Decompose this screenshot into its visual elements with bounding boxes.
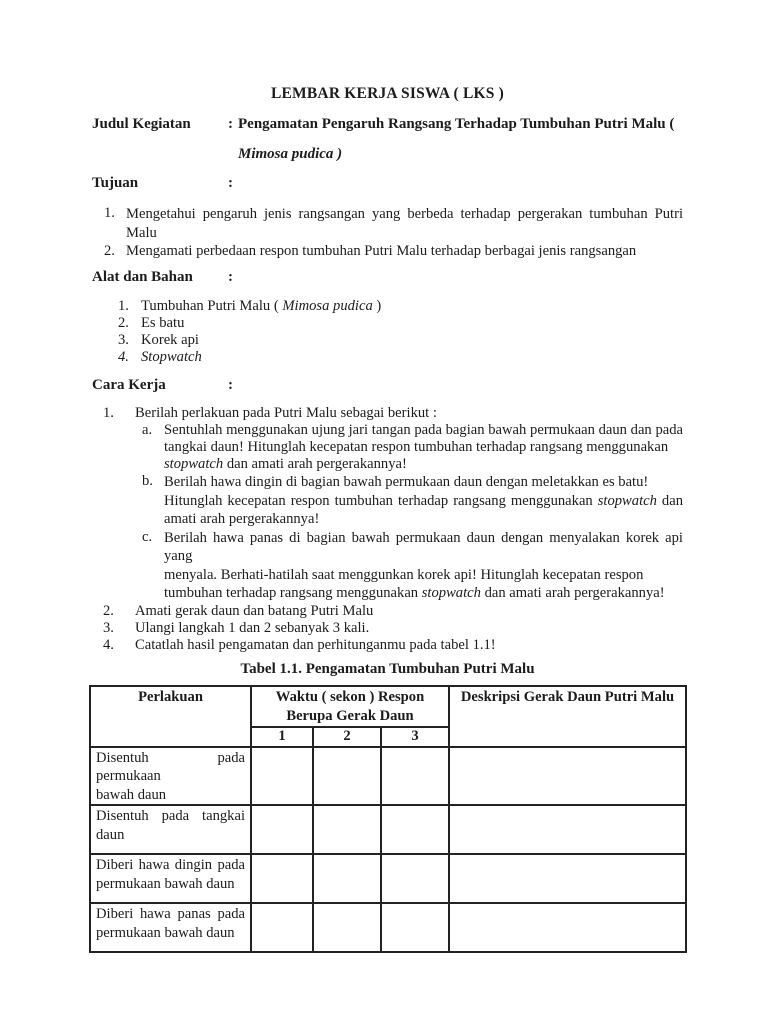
judul-kegiatan-label: Judul Kegiatan [92, 116, 191, 132]
header-trial-3: 3 [381, 727, 449, 747]
list-item-text [164, 529, 683, 603]
list-item [92, 637, 683, 654]
table-row [90, 805, 686, 854]
list-marker: b. [142, 473, 153, 489]
text: menyala. Berhati-hatilah saat menggunkan korek api! Hitunglah kecepatan respon [164, 566, 644, 583]
text-line: permukaan bawah daun [96, 924, 235, 941]
sub-list-item [92, 473, 683, 529]
table-header-row-1 [90, 686, 686, 727]
list-item-text [164, 422, 683, 473]
text: amati arah pergerakannya! [164, 511, 320, 527]
table-cell-value-empty [313, 903, 381, 952]
table-cell-value-empty [251, 903, 313, 952]
header-waktu [251, 686, 449, 727]
list-item-text [141, 332, 683, 349]
text: tumbuhan terhadap rangsang menggunakan [164, 585, 422, 601]
italic-text: stopwatch [597, 492, 657, 509]
text: Catatlah hasil pengamatan dan perhitunganmu pada tabel 1.1! [135, 636, 496, 653]
table-cell-value-empty [381, 903, 449, 952]
cara-kerja-colon: : [228, 377, 233, 393]
list-marker: 2. [104, 243, 115, 259]
text: Berilah hawa panas di bagian bawah permukaan daun dengan menyalakan korek api yang [164, 529, 683, 564]
list-item-text [164, 473, 683, 529]
cara-heading-row [92, 377, 683, 393]
list-item-text [135, 603, 683, 620]
list-marker: 4. [118, 349, 129, 365]
tujuan-label: Tujuan [92, 175, 139, 191]
text-line: Disentuh pada tangkai [96, 808, 245, 824]
text-line: daun [96, 826, 125, 843]
list-item [92, 405, 683, 422]
text-line [135, 405, 683, 422]
table-cell-perlakuan [90, 903, 251, 952]
table-cell-perlakuan [90, 854, 251, 903]
header-trial-2: 2 [313, 727, 381, 747]
table-row [90, 854, 686, 903]
list-marker: 3. [118, 332, 129, 348]
sub-list-item [92, 529, 683, 603]
cara-kerja-list [92, 405, 683, 654]
table-cell-perlakuan [90, 805, 251, 854]
text: Tumbuhan Putri Malu ( [141, 298, 283, 314]
header-deskripsi: Deskripsi Gerak Daun Putri Malu [449, 686, 686, 747]
judul-kegiatan-value-line2: Mimosa pudica ) [238, 146, 343, 162]
text: Malu [126, 225, 157, 241]
table-cell-deskripsi-empty [449, 805, 686, 854]
list-item-text [135, 620, 683, 637]
table-cell-value-empty [381, 747, 449, 806]
header-waktu-line1: Waktu ( sekon ) Respon [275, 688, 425, 705]
judul-kegiatan-value: Pengamatan Pengaruh Rangsang Terhadap Tumbuhan Putri Malu ( [238, 116, 675, 132]
list-item-text [126, 243, 683, 260]
table-cell-value-empty [381, 805, 449, 854]
list-item-text [135, 637, 683, 654]
table-cell-value-empty [251, 805, 313, 854]
text: Mengetahui pengaruh jenis rangsangan yang berbeda terhadap pergerakan tumbuhan Putri [126, 206, 683, 222]
text: tangkai daun! Hitunglah kecepatan respon tumbuhan terhadap rangsang menggunakan [164, 439, 669, 455]
text-line: Disentuh pada permukaan [96, 749, 245, 784]
text: Mengamati perbedaan respon tumbuhan Putri Malu terhadap berbagai jenis rangsangan [126, 243, 637, 259]
table-cell-value-empty [251, 747, 313, 806]
text: Korek api [141, 332, 199, 348]
header-perlakuan: Perlakuan [90, 686, 251, 747]
list-item [92, 205, 683, 243]
list-marker: 1. [118, 298, 129, 314]
sub-list [92, 422, 683, 603]
list-marker: 1. [104, 205, 115, 221]
text: Sentuhlah menggunakan ujung jari tangan pada bagian bawah permukaan daun dan pada [164, 422, 683, 438]
text-line [126, 224, 683, 243]
sub-list-item [92, 422, 683, 473]
text: Es batu [141, 315, 185, 331]
text-line [164, 473, 683, 492]
text: Berilah perlakuan pada Putri Malu sebagai berikut : [135, 405, 437, 421]
italic-text: Stopwatch [141, 349, 202, 365]
header-waktu-line2: Berupa Gerak Daun [286, 707, 414, 724]
table-caption: Tabel 1.1. Pengamatan Tumbuhan Putri Malu [240, 660, 535, 677]
table-cell-value-empty [381, 854, 449, 903]
text: Ulangi langkah 1 dan 2 sebanyak 3 kali. [135, 619, 370, 636]
alat-colon: : [228, 269, 233, 285]
italic-text: stopwatch [164, 456, 224, 472]
italic-text: Mimosa pudica [282, 298, 373, 314]
list-item [92, 243, 683, 260]
alat-label: Alat dan Bahan [92, 269, 193, 285]
table-row [90, 903, 686, 952]
list-item [92, 315, 683, 332]
text-line: Diberi hawa panas pada [96, 906, 245, 922]
list-item [92, 332, 683, 349]
list-marker: 1. [103, 405, 114, 421]
observation-table [89, 685, 687, 954]
text: dan [656, 492, 683, 509]
header-trial-1: 1 [251, 727, 313, 747]
text: dan amati arah pergerakannya! [480, 585, 665, 601]
list-item-text [141, 349, 683, 366]
tujuan-list [92, 205, 683, 260]
text-line [126, 205, 683, 224]
text: Amati gerak daun dan batang Putri Malu [135, 602, 374, 619]
table-cell-value-empty [313, 854, 381, 903]
list-marker: 4. [103, 636, 114, 653]
text-line [135, 620, 683, 636]
text-line [141, 349, 683, 365]
text-line: permukaan bawah daun [96, 875, 235, 892]
text: dan amati arah pergerakannya! [223, 456, 407, 472]
list-marker: 3. [103, 619, 114, 636]
list-item-text [141, 315, 683, 332]
text-line [164, 439, 683, 456]
judul-kegiatan-row [92, 115, 683, 134]
text-line [164, 456, 683, 473]
text-line [135, 637, 683, 653]
table-cell-deskripsi-empty [449, 854, 686, 903]
text: Berilah hawa dingin di bagian bawah permukaan daun dengan meletakkan es batu! [164, 474, 649, 490]
table-cell-deskripsi-empty [449, 747, 686, 806]
list-marker: 2. [103, 602, 114, 619]
text-line [164, 492, 683, 511]
text-line [164, 510, 683, 529]
cara-kerja-label: Cara Kerja [92, 377, 166, 393]
text-line [164, 584, 683, 603]
list-item [92, 603, 683, 620]
list-item [92, 298, 683, 315]
text-line [126, 243, 683, 259]
judul-kegiatan-colon: : [228, 116, 233, 132]
table-cell-deskripsi-empty [449, 903, 686, 952]
text: Hitunglah kecepatan respon tumbuhan terhadap rangsang menggunakan [164, 492, 598, 509]
list-item-text [135, 405, 683, 422]
table-cell-value-empty [313, 805, 381, 854]
text-line [141, 315, 683, 331]
table-cell-value-empty [313, 747, 381, 806]
text-line [141, 298, 683, 314]
text-line [141, 332, 683, 348]
list-marker: c. [142, 528, 153, 545]
list-item [92, 620, 683, 637]
list-marker: 2. [118, 315, 129, 331]
text: ) [372, 298, 382, 314]
document-title: LEMBAR KERJA SISWA ( LKS ) [270, 85, 504, 102]
text-line: Diberi hawa dingin pada [96, 857, 245, 873]
alat-list [92, 298, 683, 366]
list-marker: a. [142, 422, 153, 438]
text-line [164, 422, 683, 439]
table-cell-value-empty [251, 854, 313, 903]
table-row [90, 747, 686, 806]
table-cell-perlakuan [90, 747, 251, 806]
tujuan-heading-row [92, 175, 683, 191]
alat-heading-row [92, 269, 683, 285]
list-item-text [126, 205, 683, 243]
tujuan-colon: : [228, 175, 233, 191]
list-item-text [141, 298, 683, 315]
text-line [164, 529, 683, 566]
text-line [164, 566, 683, 585]
text-line [135, 603, 683, 619]
italic-text: stopwatch [421, 585, 481, 601]
list-item [92, 349, 683, 366]
text-line: bawah daun [96, 786, 167, 803]
